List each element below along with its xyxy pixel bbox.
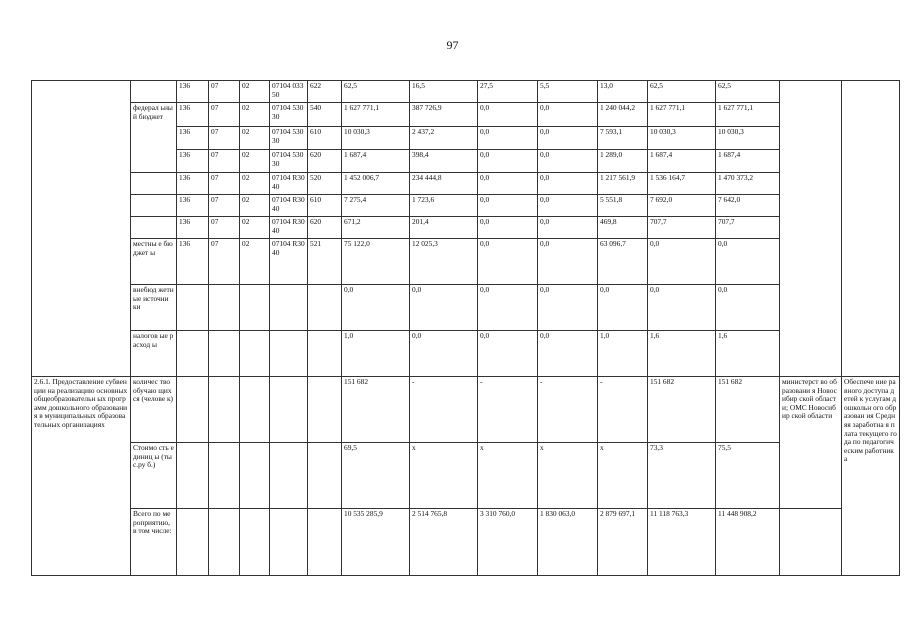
subsection-cell [240, 377, 270, 443]
subsection-cell: 02 [240, 127, 270, 150]
subsection-cell [240, 331, 270, 377]
value-cell: 1 240 044,2 [598, 103, 648, 127]
table-row [32, 81, 900, 103]
section-cell: 07 [209, 239, 240, 285]
grbs-cell: 136 [177, 195, 209, 217]
value-cell: 398,4 [410, 150, 478, 173]
value-cell: 10 030,3 [716, 127, 780, 150]
value-cell: 1 723,6 [410, 195, 478, 217]
value-cell: 0,0 [716, 285, 780, 331]
target-code-cell: 07104 R3040 [270, 217, 308, 239]
source-federal-label: федерал ьный бюджет [131, 103, 177, 173]
source-extrabudget-label: внебюд жетные источни ки [131, 285, 177, 331]
section-cell: 07 [209, 217, 240, 239]
value-cell: 0,0 [648, 239, 716, 285]
target-code-cell: 07104 R3040 [270, 195, 308, 217]
expense-type-cell: 620 [308, 150, 342, 173]
subsection-cell: 02 [240, 103, 270, 127]
value-cell: 0,0 [598, 285, 648, 331]
value-cell: 3 310 760,0 [478, 509, 538, 576]
value-cell: 0,0 [478, 217, 538, 239]
value-cell: 62,5 [342, 81, 410, 103]
value-cell: 387 726,9 [410, 103, 478, 127]
expense-type-cell: 521 [308, 239, 342, 285]
grbs-cell: 136 [177, 239, 209, 285]
table-row [32, 173, 900, 195]
table-row [32, 443, 900, 509]
value-cell: 1 289,0 [598, 150, 648, 173]
value-cell: - [410, 377, 478, 443]
expense-type-cell: 610 [308, 127, 342, 150]
value-cell: 75 122,0 [342, 239, 410, 285]
target-code-cell [270, 285, 308, 331]
grbs-cell: 136 [177, 173, 209, 195]
subsection-cell [240, 509, 270, 576]
value-cell: x [410, 443, 478, 509]
value-cell: 469,8 [598, 217, 648, 239]
grbs-cell: 136 [177, 103, 209, 127]
value-cell: 0,0 [538, 239, 598, 285]
value-cell: 10 030,3 [648, 127, 716, 150]
value-cell: 69,5 [342, 443, 410, 509]
target-code-cell: 07104 53030 [270, 127, 308, 150]
table-row [32, 331, 900, 377]
value-cell: 151 682 [716, 377, 780, 443]
source-cell [131, 173, 177, 195]
value-cell: 0,0 [538, 331, 598, 377]
value-cell: 2 514 765,8 [410, 509, 478, 576]
value-cell: 0,0 [538, 285, 598, 331]
grbs-cell: 136 [177, 150, 209, 173]
value-cell: 5,5 [538, 81, 598, 103]
value-cell: 7 692,0 [648, 195, 716, 217]
source-cell [131, 217, 177, 239]
empty-executor-cell [780, 81, 842, 377]
source-local-label: местны е бюджет ы [131, 239, 177, 285]
empty-activity-cell [32, 81, 131, 377]
subsection-cell: 02 [240, 195, 270, 217]
value-cell: 234 444,8 [410, 173, 478, 195]
subsection-cell [240, 285, 270, 331]
value-cell: 0,0 [478, 285, 538, 331]
target-code-cell: 07104 53030 [270, 103, 308, 127]
value-cell: 16,5 [410, 81, 478, 103]
target-code-cell: 07104 03350 [270, 81, 308, 103]
value-cell: 13,0 [598, 81, 648, 103]
expense-type-cell [308, 509, 342, 576]
subsection-cell: 02 [240, 217, 270, 239]
grbs-cell [177, 509, 209, 576]
executor-empty-cell [780, 509, 842, 576]
table-row [32, 239, 900, 285]
value-cell: 75,5 [716, 443, 780, 509]
value-cell: 0,0 [342, 285, 410, 331]
value-cell: 11 448 908,2 [716, 509, 780, 576]
value-cell: 1,6 [648, 331, 716, 377]
value-cell: 0,0 [478, 103, 538, 127]
expense-type-cell: 610 [308, 195, 342, 217]
value-cell: 7 275,4 [342, 195, 410, 217]
empty-result-cell [842, 81, 900, 377]
value-cell: 1,0 [342, 331, 410, 377]
value-cell: 1 452 006,7 [342, 173, 410, 195]
value-cell: 0,0 [538, 103, 598, 127]
value-cell: 7 593,1 [598, 127, 648, 150]
subsection-cell: 02 [240, 150, 270, 173]
value-cell: 201,4 [410, 217, 478, 239]
section-cell: 07 [209, 173, 240, 195]
target-code-cell [270, 331, 308, 377]
subsection-cell: 02 [240, 173, 270, 195]
value-cell: 151 682 [342, 377, 410, 443]
value-cell: 73,3 [648, 443, 716, 509]
section-cell [209, 285, 240, 331]
activity-name: 2.6.1. Предоставление субвенции на реализацию основных общеобразовательн ых программ дошкольного образования в муниципальных образовательных организациях [32, 377, 131, 576]
value-cell: 1 830 063,0 [538, 509, 598, 576]
grbs-cell [177, 285, 209, 331]
target-code-cell: 07104 53030 [270, 150, 308, 173]
expense-type-cell: 620 [308, 217, 342, 239]
indicator-count-label: количес тво обучаю щихся (челове к) [131, 377, 177, 443]
expense-type-cell [308, 285, 342, 331]
subsection-cell: 02 [240, 81, 270, 103]
value-cell: 707,7 [648, 217, 716, 239]
value-cell: 0,0 [538, 217, 598, 239]
value-cell: x [538, 443, 598, 509]
expense-type-cell [308, 443, 342, 509]
expense-type-cell: 520 [308, 173, 342, 195]
section-cell [209, 509, 240, 576]
value-cell: 0,0 [410, 285, 478, 331]
grbs-cell [177, 443, 209, 509]
target-code-cell [270, 443, 308, 509]
value-cell: 1 627 771,1 [716, 103, 780, 127]
value-cell: 151 682 [648, 377, 716, 443]
grbs-cell: 136 [177, 81, 209, 103]
subsection-cell [240, 443, 270, 509]
grbs-cell: 136 [177, 217, 209, 239]
section-cell: 07 [209, 195, 240, 217]
table-row [32, 195, 900, 217]
value-cell: - [478, 377, 538, 443]
value-cell: 0,0 [410, 331, 478, 377]
value-cell: 0,0 [478, 239, 538, 285]
value-cell: 671,2 [342, 217, 410, 239]
target-code-cell: 07104 R3040 [270, 239, 308, 285]
section-cell: 07 [209, 81, 240, 103]
value-cell: 0,0 [478, 150, 538, 173]
value-cell: 0,0 [478, 195, 538, 217]
target-code-cell [270, 377, 308, 443]
value-cell: 0,0 [538, 195, 598, 217]
value-cell: 27,5 [478, 81, 538, 103]
expense-type-cell [308, 377, 342, 443]
section-cell [209, 443, 240, 509]
budget-table [31, 80, 900, 576]
value-cell: 1,6 [716, 331, 780, 377]
indicator-total-label: Всего по мероприятию, в том числе: [131, 509, 177, 576]
value-cell: 0,0 [478, 127, 538, 150]
value-cell: 1 687,4 [648, 150, 716, 173]
expense-type-cell: 622 [308, 81, 342, 103]
value-cell: - [538, 377, 598, 443]
value-cell: 1 627 771,1 [648, 103, 716, 127]
page-number: 97 [446, 38, 459, 52]
indicator-unit-cost-label: Стоимо сть единиц ы (тыс.ру б.) [131, 443, 177, 509]
expense-type-cell [308, 331, 342, 377]
value-cell: 0,0 [478, 331, 538, 377]
value-cell: 1,0 [598, 331, 648, 377]
table-row [32, 285, 900, 331]
grbs-cell [177, 331, 209, 377]
target-code-cell: 07104 R3040 [270, 173, 308, 195]
value-cell: 1 627 771,1 [342, 103, 410, 127]
executor-cell: министерст во образовани я Новосибир ской области; ОМС Новосибир ской области [780, 377, 842, 509]
value-cell: 12 025,3 [410, 239, 478, 285]
value-cell: 7 642,0 [716, 195, 780, 217]
value-cell: 1 687,4 [342, 150, 410, 173]
value-cell: 2 879 697,1 [598, 509, 648, 576]
value-cell: 1 687,4 [716, 150, 780, 173]
value-cell: 10 030,3 [342, 127, 410, 150]
value-cell: 0,0 [648, 285, 716, 331]
grbs-cell: 136 [177, 127, 209, 150]
section-cell: 07 [209, 103, 240, 127]
value-cell: x [478, 443, 538, 509]
value-cell: 1 217 561,9 [598, 173, 648, 195]
value-cell: 2 437,2 [410, 127, 478, 150]
value-cell: 0,0 [538, 150, 598, 173]
value-cell: x [598, 443, 648, 509]
subsection-cell: 02 [240, 239, 270, 285]
source-cell [131, 81, 177, 103]
value-cell: 0,0 [716, 239, 780, 285]
value-cell: 11 118 763,3 [648, 509, 716, 576]
value-cell: 0,0 [478, 173, 538, 195]
section-cell [209, 331, 240, 377]
value-cell: 62,5 [648, 81, 716, 103]
value-cell: 707,7 [716, 217, 780, 239]
value-cell: 63 096,7 [598, 239, 648, 285]
source-tax-label: налогов ые расход ы [131, 331, 177, 377]
value-cell: 0,0 [538, 173, 598, 195]
value-cell: 1 470 373,2 [716, 173, 780, 195]
source-cell [131, 195, 177, 217]
value-cell: - [598, 377, 648, 443]
grbs-cell [177, 377, 209, 443]
target-code-cell [270, 509, 308, 576]
section-cell [209, 377, 240, 443]
table-row [32, 509, 900, 576]
table-row [32, 217, 900, 239]
result-cell: Обеспече ние равного доступа детей к услугам дошкольн ого образован ия Средняя заработна я плата текущего года по педагогич еским работника [842, 377, 900, 576]
value-cell: 1 536 164,7 [648, 173, 716, 195]
value-cell: 10 535 285,9 [342, 509, 410, 576]
section-cell: 07 [209, 127, 240, 150]
table-row [32, 377, 900, 443]
expense-type-cell: 540 [308, 103, 342, 127]
value-cell: 0,0 [538, 127, 598, 150]
table-row [32, 103, 900, 127]
value-cell: 62,5 [716, 81, 780, 103]
value-cell: 5 551,8 [598, 195, 648, 217]
section-cell: 07 [209, 150, 240, 173]
